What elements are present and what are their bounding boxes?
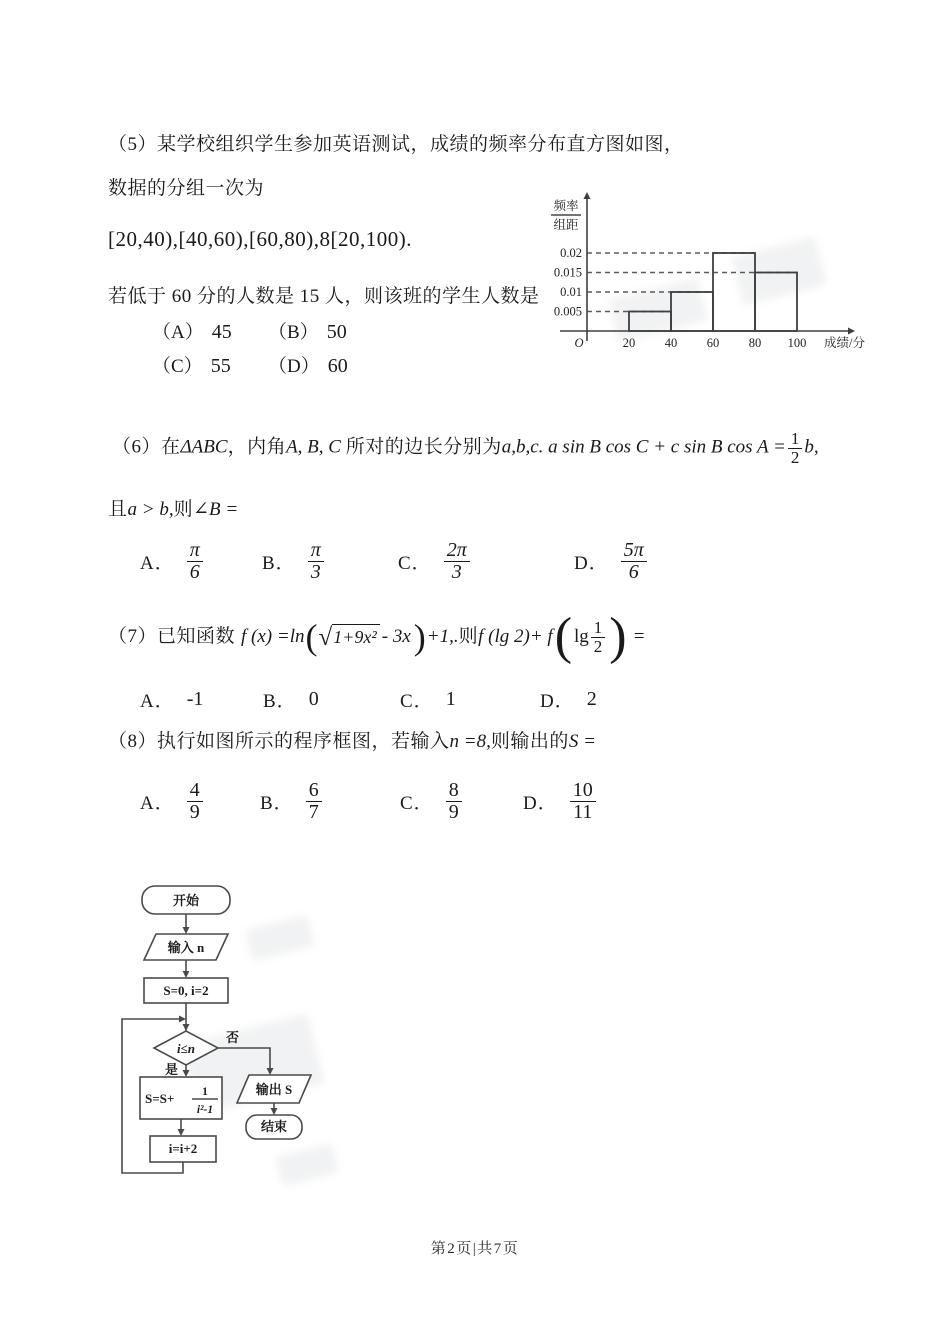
q6-text: 且 xyxy=(108,499,128,520)
x-tick-label: 20 xyxy=(622,336,636,350)
q7-line xyxy=(108,608,645,666)
q5-option-a xyxy=(152,317,232,344)
option-label: D． xyxy=(523,793,558,814)
option-fraction: $\frac{\pi}{3}$ xyxy=(308,540,324,583)
q7-option-a xyxy=(140,686,203,713)
score-frequency-histogram xyxy=(536,183,888,361)
q5-option-c xyxy=(152,351,231,378)
option-value: 1 xyxy=(445,688,456,710)
q7-math: f (lg 2)+ f xyxy=(478,625,553,647)
y-tick-label: 0.005 xyxy=(553,304,582,319)
option-value: 0 xyxy=(308,688,319,710)
open-paren: ( xyxy=(305,616,318,657)
q7-text: 则 xyxy=(458,625,479,647)
option-fraction: $\frac{6}{7}$ xyxy=(306,780,322,823)
x-axis-arrow xyxy=(848,328,855,335)
q5-option-b xyxy=(268,317,347,344)
option-label: C． xyxy=(400,691,434,712)
no-label: 否 xyxy=(226,1030,240,1045)
q6-text: 所对的边长分别为 xyxy=(345,436,502,458)
q7-option-c xyxy=(400,686,456,713)
option-value: 60 xyxy=(327,355,348,377)
option-fraction: $\frac{\pi}{6}$ xyxy=(187,540,203,583)
open-paren: ( xyxy=(554,607,573,665)
start-label: 开始 xyxy=(172,893,200,908)
arrowhead xyxy=(178,1129,185,1136)
y-axis-title-numerator: 频率 xyxy=(553,199,579,213)
q7-math: f (x) =ln xyxy=(241,625,305,647)
assign-numerator: 1 xyxy=(202,1086,208,1098)
assign-prefix: S=S+ xyxy=(145,1091,175,1106)
arrowhead xyxy=(179,1016,186,1023)
q7-option-b xyxy=(263,686,319,713)
page-footer: 第2页|共7页 xyxy=(430,1241,520,1257)
y-axis-arrow xyxy=(584,192,591,199)
init-label: S=0, i=2 xyxy=(163,983,209,998)
q8-option-c xyxy=(400,780,462,823)
option-label: A． xyxy=(140,793,175,814)
option-label: B． xyxy=(263,691,297,712)
histogram-bar xyxy=(755,273,797,332)
option-label: （B） xyxy=(268,322,319,343)
q5-intervals: [20,40),[40,60),[60,80),8[20,100). xyxy=(108,227,412,251)
arrowhead xyxy=(183,1024,190,1031)
q6-math: ∠B = xyxy=(193,499,239,520)
close-paren: ) xyxy=(413,616,426,657)
option-fraction: $\frac{10}{11}$ xyxy=(570,780,596,823)
q5-option-d xyxy=(268,351,348,378)
q6-text: （6）在 xyxy=(112,436,181,458)
option-label: （D） xyxy=(268,356,320,377)
q8-text: （8）执行如图所示的程序框图，若输入 xyxy=(108,731,450,752)
x-tick-label: 60 xyxy=(706,336,720,350)
q7-option-d xyxy=(540,686,597,713)
q8-math: n =8, xyxy=(449,731,491,752)
radicand: 1+9x² xyxy=(332,624,380,649)
q7-math: +1,. xyxy=(426,625,459,647)
q6-option-b xyxy=(262,540,324,583)
radical-sign: √ xyxy=(318,623,333,651)
option-value: -1 xyxy=(186,688,204,710)
q6-math: A, B, C xyxy=(286,436,341,458)
arrowhead xyxy=(183,927,190,934)
x-tick-label: 40 xyxy=(664,336,678,350)
flow-connector-no-branch xyxy=(218,1048,270,1073)
option-fraction: $\frac{2\pi}{3}$ xyxy=(444,540,470,583)
histogram-bar xyxy=(713,253,755,331)
yes-label: 是 xyxy=(164,1062,178,1077)
q6-option-a xyxy=(140,540,203,583)
option-label: C． xyxy=(400,793,434,814)
q6-text: 则 xyxy=(173,499,194,520)
q6-option-c xyxy=(398,540,470,583)
q5-line3: 若低于 60 分的人数是 15 人，则该班的学生人数是 xyxy=(108,286,540,307)
q7-math: - 3x xyxy=(381,625,411,647)
q6-line1 xyxy=(112,430,819,467)
q6-math: ΔABC xyxy=(180,436,228,458)
histogram-bar xyxy=(671,292,713,331)
y-axis-title-denominator: 组距 xyxy=(553,218,579,232)
arrowhead xyxy=(271,1108,278,1115)
x-axis-title: 成绩/分 xyxy=(824,336,865,350)
q7-math: lg xyxy=(574,625,589,647)
option-fraction: $\frac{4}{9}$ xyxy=(187,780,203,823)
assign-denominator: i²-1 xyxy=(196,1104,214,1116)
option-label: （C） xyxy=(152,356,203,377)
input-label: 输入 n xyxy=(167,940,205,955)
q6-text: ，内角 xyxy=(227,436,287,458)
program-flowchart xyxy=(100,872,350,1184)
q8-math: S = xyxy=(568,731,596,752)
q8-line xyxy=(108,730,596,755)
one-half-fraction: $\frac{1}{2}$ xyxy=(591,619,606,656)
x-tick-label: 100 xyxy=(787,336,807,350)
origin-label: O xyxy=(574,336,584,350)
option-label: B． xyxy=(260,793,294,814)
q6-math: b, xyxy=(804,436,819,458)
arrowhead xyxy=(267,1068,274,1075)
q6-math: a sin B cos C + c sin B cos A = xyxy=(548,436,786,458)
option-value: 50 xyxy=(326,321,347,343)
q8-option-d xyxy=(523,780,596,823)
q7-math: = xyxy=(632,625,646,647)
option-label: B． xyxy=(262,553,296,574)
option-value: 55 xyxy=(210,355,231,377)
close-paren: ) xyxy=(609,607,627,665)
option-label: （A） xyxy=(152,322,204,343)
option-label: A． xyxy=(140,691,175,712)
increment-label: i=i+2 xyxy=(168,1141,198,1156)
condition-label: i≤n xyxy=(177,1041,195,1056)
option-label: D． xyxy=(540,691,575,712)
q8-option-a xyxy=(140,780,203,823)
y-tick-label: 0.01 xyxy=(560,285,582,299)
option-fraction: $\frac{8}{9}$ xyxy=(446,780,462,823)
q6-line2 xyxy=(108,498,238,523)
output-label: 输出 S xyxy=(255,1082,293,1097)
q6-option-d xyxy=(574,540,647,583)
arrowhead xyxy=(183,971,190,978)
q6-math: a,b,c. xyxy=(501,436,544,458)
q8-option-b xyxy=(260,780,322,823)
q7-text: （7）已知函数 xyxy=(108,625,236,647)
option-value: 2 xyxy=(586,688,597,710)
option-fraction: $\frac{5\pi}{6}$ xyxy=(621,540,647,583)
q6-math: a > b, xyxy=(127,499,174,520)
end-label: 结束 xyxy=(260,1119,288,1134)
q8-text: 则输出的 xyxy=(490,731,569,752)
arrowhead xyxy=(183,1070,190,1077)
x-tick-label: 80 xyxy=(748,336,762,350)
one-half-fraction: $\frac{1}{2}$ xyxy=(788,430,803,467)
option-label: C． xyxy=(398,553,432,574)
option-label: D． xyxy=(574,553,609,574)
y-tick-label: 0.02 xyxy=(560,246,582,260)
q5-line2: 数据的分组一次为 xyxy=(108,178,265,199)
option-value: 45 xyxy=(211,321,232,343)
y-tick-label: 0.015 xyxy=(553,265,582,280)
option-label: A． xyxy=(140,553,175,574)
q5-line1: （5）某学校组织学生参加英语测试，成绩的频率分布直方图如图， xyxy=(108,134,684,155)
histogram-bar xyxy=(629,312,671,332)
